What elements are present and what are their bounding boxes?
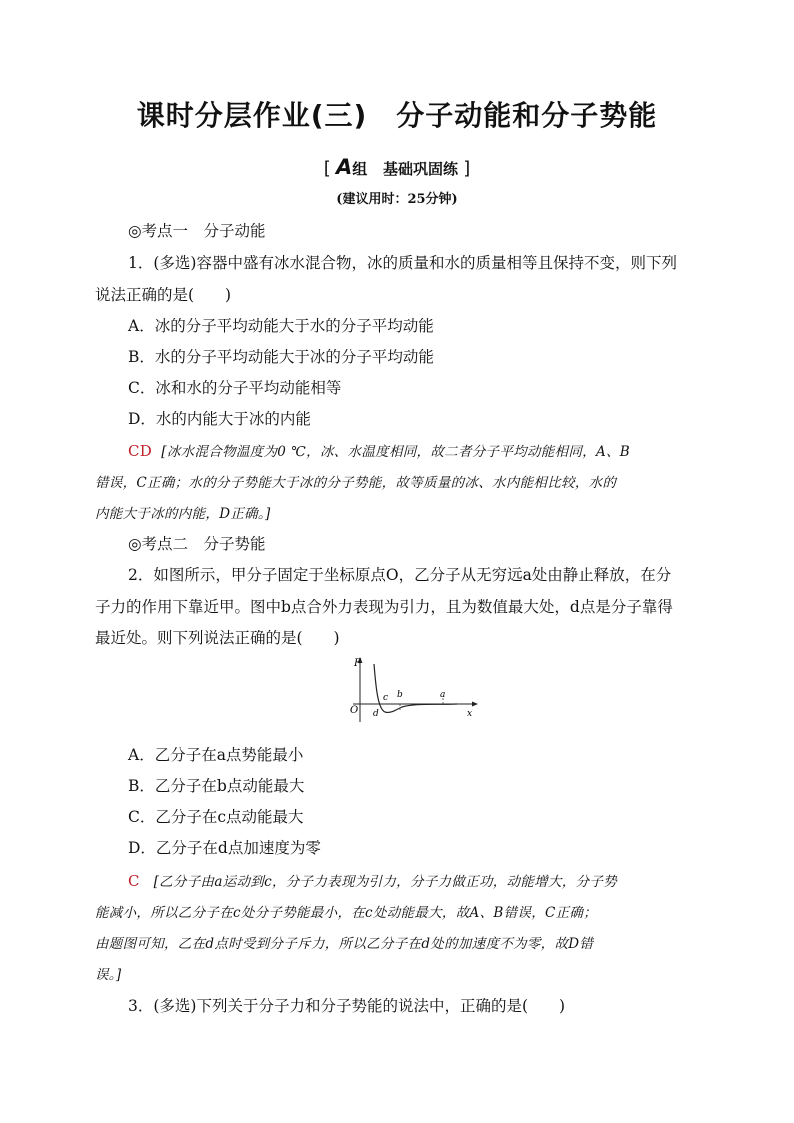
question-1-option-a: A．冰的分子平均动能大于水的分子平均动能	[128, 317, 434, 335]
section-heading: ◎考点一 分子动能	[128, 222, 266, 240]
question-2-option-d: D．乙分子在d点加速度为零	[128, 839, 321, 857]
question-1-explanation-cont: 内能大于冰的内能，D正确。]	[95, 506, 271, 522]
question-1-option-d: D．水的内能大于冰的内能	[128, 410, 311, 428]
section-heading: ◎考点二 分子势能	[128, 535, 266, 553]
point-d-label: d	[373, 709, 379, 719]
answer-label: C	[128, 872, 140, 890]
question-1-option-b: B．水的分子平均动能大于冰的分子平均动能	[128, 348, 434, 366]
question-1-stem-cont: 说法正确的是( )	[95, 286, 232, 304]
question-2-option-a: A．乙分子在a点势能最小	[128, 746, 304, 764]
question-1-explanation	[128, 440, 738, 460]
left-bracket: [	[323, 158, 331, 179]
page-title: 课时分层作业(三) 分子动能和分子势能	[136, 99, 658, 132]
question-3-stem: 3．(多选)下列关于分子力和分子势能的说法中，正确的是( )	[128, 997, 566, 1015]
point-b-label: b	[397, 690, 403, 700]
question-2-option-b: B．乙分子在b点动能最大	[128, 777, 305, 795]
question-1-explanation-cont: 错误，C正确；水的分子势能大于冰的分子势能，故等质量的冰、水内能相比较，水的	[95, 475, 617, 491]
right-bracket: ]	[463, 158, 471, 179]
question-2-stem: 2．如图所示，甲分子固定于坐标原点O，乙分子从无穷远a处由静止释放，在分	[128, 566, 672, 584]
question-2-explanation-cont: 误。]	[95, 967, 122, 983]
group-header	[0, 155, 794, 179]
x-axis-label: x	[467, 709, 473, 719]
question-1-option-c: C．冰和水的分子平均动能相等	[128, 379, 342, 397]
question-2-stem-cont: 子力的作用下靠近甲。图中b点合外力表现为引力，且为数值最大处，d点是分子靠得	[95, 598, 673, 616]
question-2-explanation-cont: 由题图可知，乙在d点时受到分子斥力，所以乙分子在d处的加速度不为零，故D错	[95, 936, 594, 952]
question-2-explanation-cont: 能减小，所以乙分子在c处分子势能最小，在c处动能最大，故A、B错误，C正确；	[95, 905, 598, 921]
origin-label: O	[350, 705, 359, 716]
suggested-time: (建议用时：25分钟)	[336, 192, 458, 207]
point-a-label: a	[440, 690, 446, 700]
explanation-text: [乙分子由a运动到c，分子力表现为引力，分子力做正功，动能增大，分子势	[153, 874, 617, 890]
question-1-stem: 1．(多选)容器中盛有冰水混合物，冰的质量和水的质量相等且保持不变，则下列	[128, 254, 677, 272]
question-2-explanation	[128, 870, 738, 890]
question-2-option-c: C．乙分子在c点动能最大	[128, 808, 304, 826]
group-name: 基础巩固练	[382, 160, 458, 178]
answer-label: CD	[128, 442, 153, 460]
group-letter: A	[336, 155, 353, 179]
explanation-text: [冰水混合物温度为0 ℃，冰、水温度相同，故二者分子平均动能相同，A、B	[161, 444, 631, 460]
force-distance-figure	[345, 654, 480, 728]
question-2-stem-cont: 最近处。则下列说法正确的是( )	[95, 629, 340, 647]
group-suffix: 组	[352, 160, 368, 178]
y-axis-label: F	[354, 658, 361, 669]
point-c-label: c	[383, 693, 389, 703]
